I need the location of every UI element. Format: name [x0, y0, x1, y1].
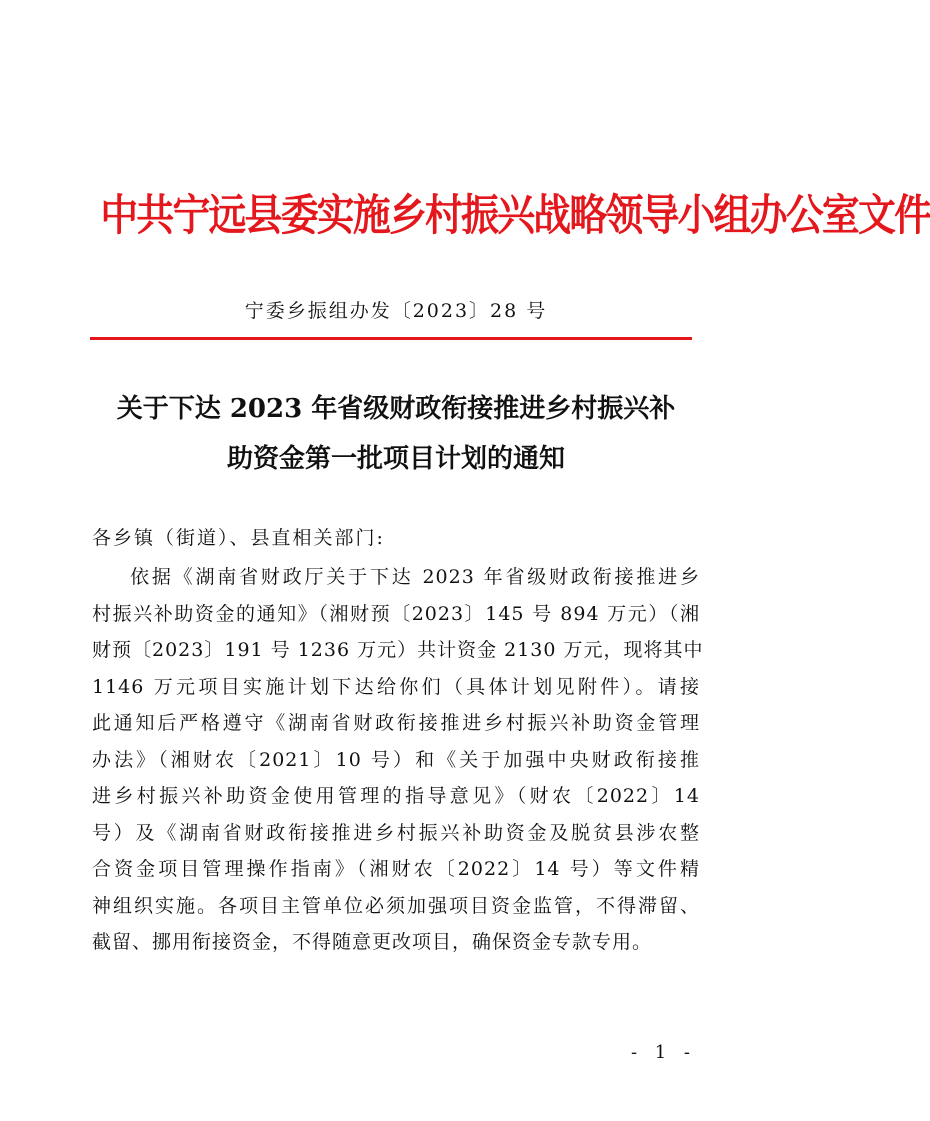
body-line: 号）及《湖南省财政衔接推进乡村振兴补助资金及脱贫县涉农整	[92, 821, 700, 844]
body-line: 截留、挪用衔接资金，不得随意更改项目，确保资金专款专用。	[92, 931, 653, 953]
issuer-header: 中共宁远县委实施乡村振兴战略领导小组办公室文件	[100, 191, 930, 241]
body-line: 神组织实施。各项目主管单位必须加强项目资金监管，不得滞留、	[92, 894, 700, 917]
body-line: 村振兴补助资金的通知》（湘财预〔2023〕145 号 894 万元）（湘	[92, 602, 700, 625]
document-number: 宁委乡振组办发〔2023〕28 号	[244, 300, 548, 322]
red-divider-line	[90, 337, 692, 340]
notice-title-line-1: 关于下达 2023 年省级财政衔接推进乡村振兴补	[116, 394, 676, 424]
salutation: 各乡镇（街道）、县直相关部门:	[92, 527, 385, 549]
body-line: 财预〔2023〕191 号 1236 万元）共计资金 2130 万元，现将其中	[92, 639, 704, 661]
body-line: 依据《湖南省财政厅关于下达 2023 年省级财政衔接推进乡	[130, 566, 700, 588]
page-number: - 1 -	[630, 1042, 696, 1063]
body-line: 合资金项目管理操作指南》（湘财农〔2022〕14 号）等文件精	[92, 858, 700, 880]
body-line: 办法》（湘财农〔2021〕10 号）和《关于加强中央财政衔接推	[92, 748, 700, 771]
notice-title-line-2: 助资金第一批项目计划的通知	[226, 444, 565, 474]
notice-title	[92, 384, 700, 484]
body-paragraph	[92, 559, 704, 961]
body-line: 进乡村振兴补助资金使用管理的指导意见》（财农〔2022〕14	[92, 785, 700, 807]
body-line: 此通知后严格遵守《湖南省财政衔接推进乡村振兴补助资金管理	[92, 712, 700, 734]
body-line: 1146 万元项目实施计划下达给你们（具体计划见附件）。请接	[92, 675, 700, 698]
